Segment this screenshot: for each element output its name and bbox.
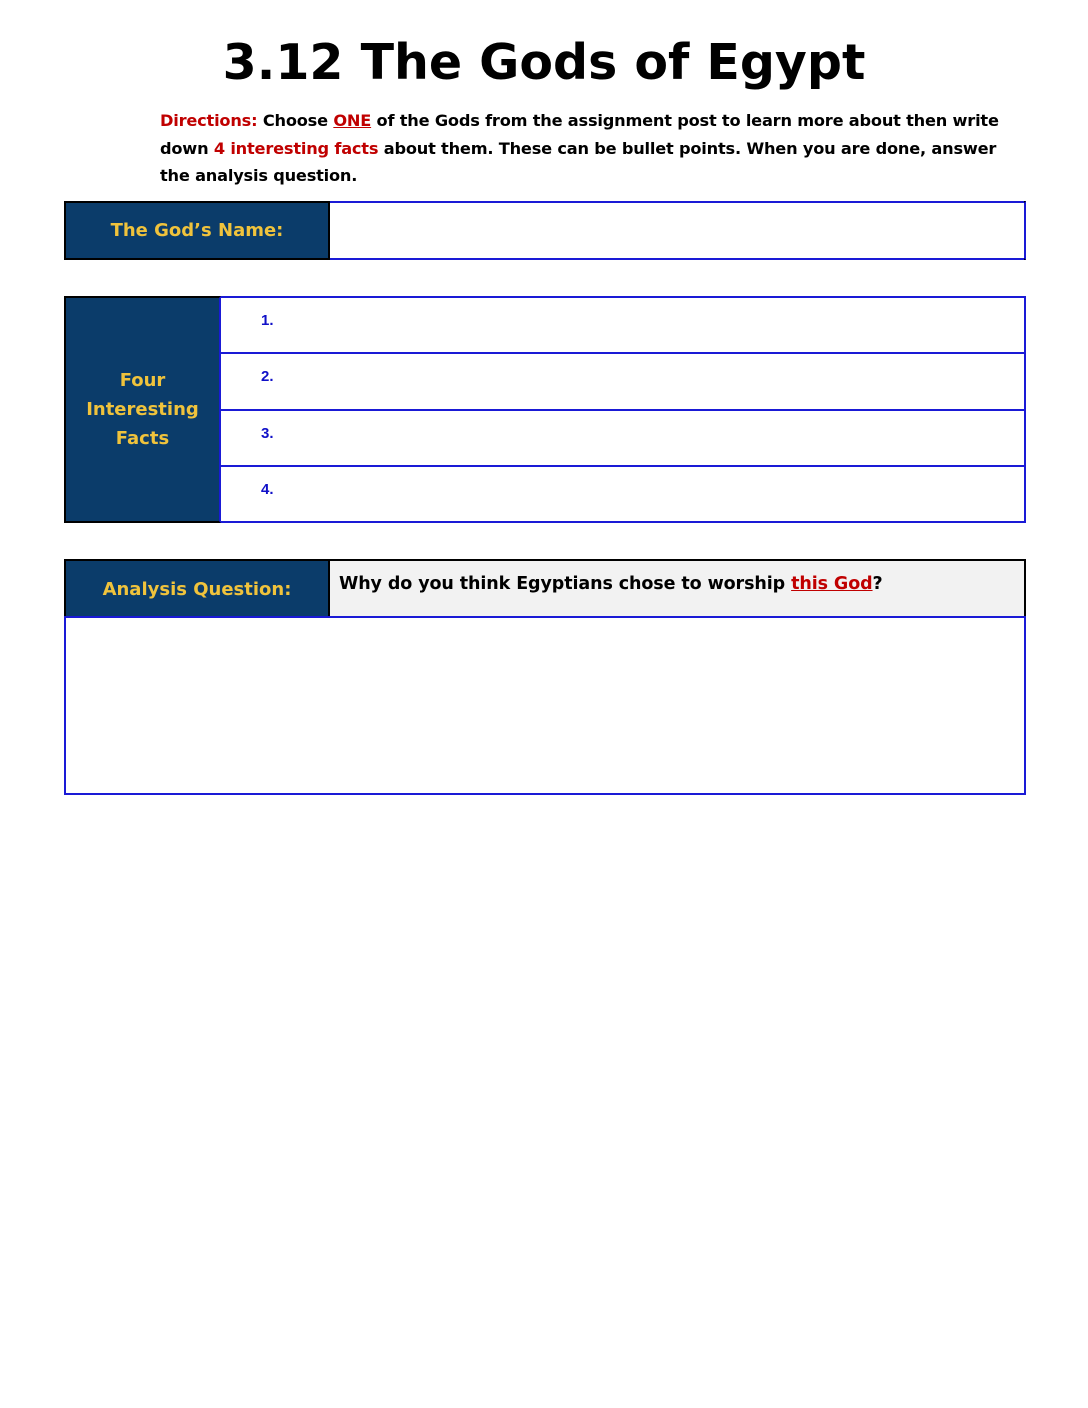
facts-table xyxy=(64,296,1026,523)
directions-part-2: of the Gods from the assignment post to learn more about then write down xyxy=(160,111,999,158)
directions-part-1: Choose xyxy=(257,111,334,130)
fact-row-1[interactable] xyxy=(221,298,1024,354)
analysis-header-row xyxy=(64,559,1026,618)
fact-row-2[interactable] xyxy=(221,354,1024,410)
page-title: 3.12 The Gods of Egypt xyxy=(222,34,866,91)
question-text-start: Why do you think Egyptians chose to worship xyxy=(339,574,792,594)
directions-four-facts-emphasis: 4 interesting facts xyxy=(213,138,379,158)
fact-number: 3. xyxy=(261,424,274,442)
fact-number: 1. xyxy=(261,312,274,329)
gods-name-row xyxy=(64,201,1026,260)
question-emphasis: this God xyxy=(791,574,873,594)
fact-number: 2. xyxy=(261,368,274,386)
facts-label xyxy=(64,296,221,523)
facts-label-text: Four Interesting Facts xyxy=(86,370,199,449)
facts-list xyxy=(221,298,1024,521)
analysis-answer-field[interactable] xyxy=(64,616,1026,795)
gods-name-label: The God’s Name: xyxy=(66,203,330,258)
analysis-question-label: Analysis Question: xyxy=(64,561,330,618)
fact-row-4[interactable] xyxy=(221,467,1024,521)
directions-one-emphasis: ONE xyxy=(333,111,372,130)
gods-name-field[interactable] xyxy=(330,201,1024,260)
analysis-question-text xyxy=(330,561,1024,618)
directions-text xyxy=(160,107,1020,190)
fact-row-3[interactable] xyxy=(221,411,1024,467)
directions-part-3: about them. These can be bullet points. When you are done, answer the analysis question. xyxy=(160,138,997,185)
directions-label: Directions: xyxy=(160,111,258,130)
question-text-end: ? xyxy=(872,574,883,594)
fact-number: 4. xyxy=(261,480,274,498)
